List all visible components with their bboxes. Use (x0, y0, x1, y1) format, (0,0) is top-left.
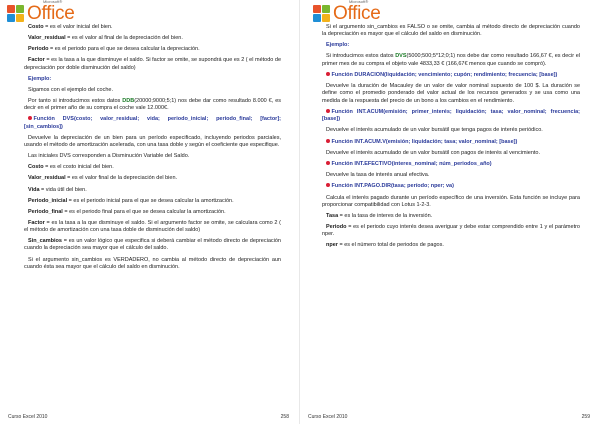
office-logo (7, 0, 75, 24)
example-text-after: nos debe dar como resultado 166,67 €, es decir el primer mes de su compra el objeto vale 4833,33 € (166,67€ menos que cuando se compró). (322, 53, 580, 67)
body-paragraph: Si el argumento sin_cambios es VERDADERO, no cambia al método directo de depreciación aun cuando ésta sea mayor que el cálculo del saldo en disminución. (24, 256, 281, 270)
page-number: 259 (581, 414, 590, 420)
term-name: Valor_residual (28, 35, 66, 42)
example-text-after: nos debe dar como resultado 8.000 €, es decir en el primer año de su compra el coche vale 12.000€. (24, 97, 281, 112)
logo-microsoft: Microsoft® (43, 0, 63, 4)
term-description: = es el valor inicial del bien. (43, 24, 113, 30)
example-function-name: DVS (395, 53, 407, 60)
term-description: = es el periodo cuyo interés desea averiguar y debe estar comprendido entre 1 y el parámetro nper. (322, 224, 580, 238)
term-name: Sin_cambios (28, 238, 62, 245)
office-logo-icon (313, 5, 331, 23)
body-paragraph: Calcula el interés pagado durante un período específico de una inversión. Esta función se incluye para proporcionar compatibilidad con Lotus 1-2-3. (322, 194, 580, 208)
function-signature: Función INT.ACUM.V(emisión; liquidación; tasa; valor_nominal; [base]) (331, 138, 518, 145)
term-name: Costo (28, 24, 44, 30)
term-name: Tasa (326, 212, 339, 219)
term-description: = es la tasa a la que disminuye el saldo. Si factor se omite, se supondrá que es 2 ( el método de depreciación por doble disminución del saldo) (24, 57, 281, 71)
bullet-icon (326, 109, 330, 113)
bullet-icon (326, 72, 330, 76)
definition-paragraph (24, 46, 281, 53)
term-name: Factor (28, 57, 45, 64)
term-description: = es el costo inicial del bien. (43, 164, 114, 171)
definition-paragraph (24, 209, 281, 216)
definition-paragraph (24, 57, 281, 72)
term-description: = es la tasa de interes de la inversión. (338, 212, 433, 219)
definition-paragraph (24, 24, 281, 31)
function-heading (322, 161, 580, 168)
term-description: = es el valor al final de la depreciación del bien. (65, 35, 183, 42)
left-page-content (0, 24, 299, 408)
function-heading (322, 183, 580, 190)
right-page (300, 0, 600, 424)
footer-title: Curso Excel 2010 (8, 414, 48, 420)
term-name: Periodo_final (28, 208, 63, 215)
term-description: = es un valor lógico que especifica si deberá cambiar el método directo de depreciación cuando la depreciación sea mayor que el cálculo del saldo. (24, 238, 281, 252)
term-description: = es el periodo final para el que se desea calcular la amortización. (62, 208, 226, 215)
body-paragraph: Devuelve la duración de Macauley de un valor de valor nominal supuesto de 100 $. La duración se define como el promedio ponderado del valor actual de los recursos generados y se usa como una medida de la respuesta del precio de un bono a los cambios en el rendimiento. (322, 83, 580, 104)
logo-brand: Office (27, 3, 75, 24)
example-heading: Ejemplo: (326, 42, 350, 49)
term-name: Factor (28, 219, 45, 226)
function-signature: Función INT.EFECTIVO(interes_nominal; núm_periodos_año) (331, 161, 492, 168)
body-paragraph: Devuelve la tasa de interés anual efectiva. (326, 172, 430, 179)
definition-paragraph (24, 198, 281, 205)
body-paragraph: Devuelve el interés acumulado de un valor bursátil con pagos de interés al vencimiento. (326, 149, 541, 156)
bullet-icon (326, 161, 330, 165)
function-signature: Función DVS(costo; valor_residual; vida; periodo_inicial; periodo_final; [factor]; [sin_cambios]) (24, 116, 281, 130)
body-paragraph: Sigamos con el ejemplo del coche. (28, 86, 113, 93)
bullet-icon (28, 116, 32, 120)
function-signature: Función INT.PAGO.DIR(tasa; período; nper; va) (331, 183, 454, 190)
definition-paragraph (24, 35, 281, 42)
example-arguments: (20000;9000;5;1) (134, 97, 177, 104)
term-name: Periodo (28, 46, 49, 53)
definition-paragraph (24, 164, 281, 171)
term-description: = es la tasa a la que disminuye el saldo. Si el argumento factor se omite, se calculara como 2 ( el método de amortización con una tasa doble de disminución del saldo) (24, 219, 281, 234)
logo-brand: Office (333, 3, 381, 24)
term-description: = es el periodo para el que se desea calcular la depreciación. (48, 46, 200, 53)
footer-title: Curso Excel 2010 (308, 414, 348, 420)
office-logo (313, 0, 381, 24)
definition-paragraph (24, 175, 281, 182)
term-name: Periodo (326, 224, 347, 231)
page-number: 258 (280, 414, 289, 420)
example-paragraph (322, 53, 580, 68)
office-logo-icon (7, 5, 25, 23)
example-text-before: Por tanto si introducimos estos datos (28, 97, 123, 104)
example-function-name: DDB (122, 97, 135, 104)
definition-paragraph (322, 242, 580, 249)
definition-paragraph (24, 220, 281, 235)
term-name: Periodo_inicial (28, 197, 68, 204)
example-heading: Ejemplo: (28, 75, 52, 82)
definition-paragraph (24, 187, 281, 194)
right-page-content (300, 24, 600, 408)
term-name: nper (326, 242, 338, 249)
term-name: Costo (28, 164, 44, 171)
function-heading (322, 72, 580, 79)
example-text-before: Si introducimos estos datos (326, 53, 396, 60)
definition-paragraph (322, 224, 580, 239)
term-description: = es el periodo inicial para el que se desea calcular la amortización. (67, 197, 234, 204)
bullet-icon (326, 139, 330, 143)
example-arguments: (5000;500;5*12;0;1) (406, 53, 456, 60)
logo-microsoft: Microsoft® (349, 0, 369, 4)
body-paragraph: Devuelve la depreciación de un bien para un período especificado, incluyendo periodos parciales, usando el método de amortización acelerada, con una tasa doble y según el coeficiente que especifique. (24, 134, 281, 149)
bullet-icon (326, 183, 330, 187)
function-heading (322, 109, 580, 124)
term-description: = es el número total de periodos de pagos. (337, 242, 444, 249)
term-name: Valor_residual (28, 175, 66, 182)
function-signature: Función INT.ACUM(emisión; primer_interés; liquidación; tasa; valor_nominal; frecuencia; [base]) (322, 109, 580, 123)
term-description: = es el valor final de la depreciación del bien. (65, 175, 178, 182)
body-paragraph: Devuelve el interés acumulado de un valor bursátil que tenga pagos de interés periódico. (326, 127, 543, 134)
function-signature: Función DURACION(liquidación; vencimiento; cupón; rendimiento; frecuencia; [base]) (331, 72, 558, 79)
function-heading (322, 139, 580, 146)
function-heading (24, 116, 281, 131)
term-name: Vida (28, 186, 40, 193)
definition-paragraph (24, 238, 281, 253)
definition-paragraph (322, 213, 580, 220)
body-paragraph: Las iniciales DVS corresponden a Disminución Variable del Saldo. (28, 153, 190, 160)
body-paragraph: Si el argumento sin_cambios es FALSO o se omite, cambia al método directo de depreciación cuando la depreciación es mayor que el cálculo del saldo en disminución. (322, 24, 580, 38)
term-description: = vida útil del bien. (39, 186, 87, 193)
example-paragraph (24, 98, 281, 113)
